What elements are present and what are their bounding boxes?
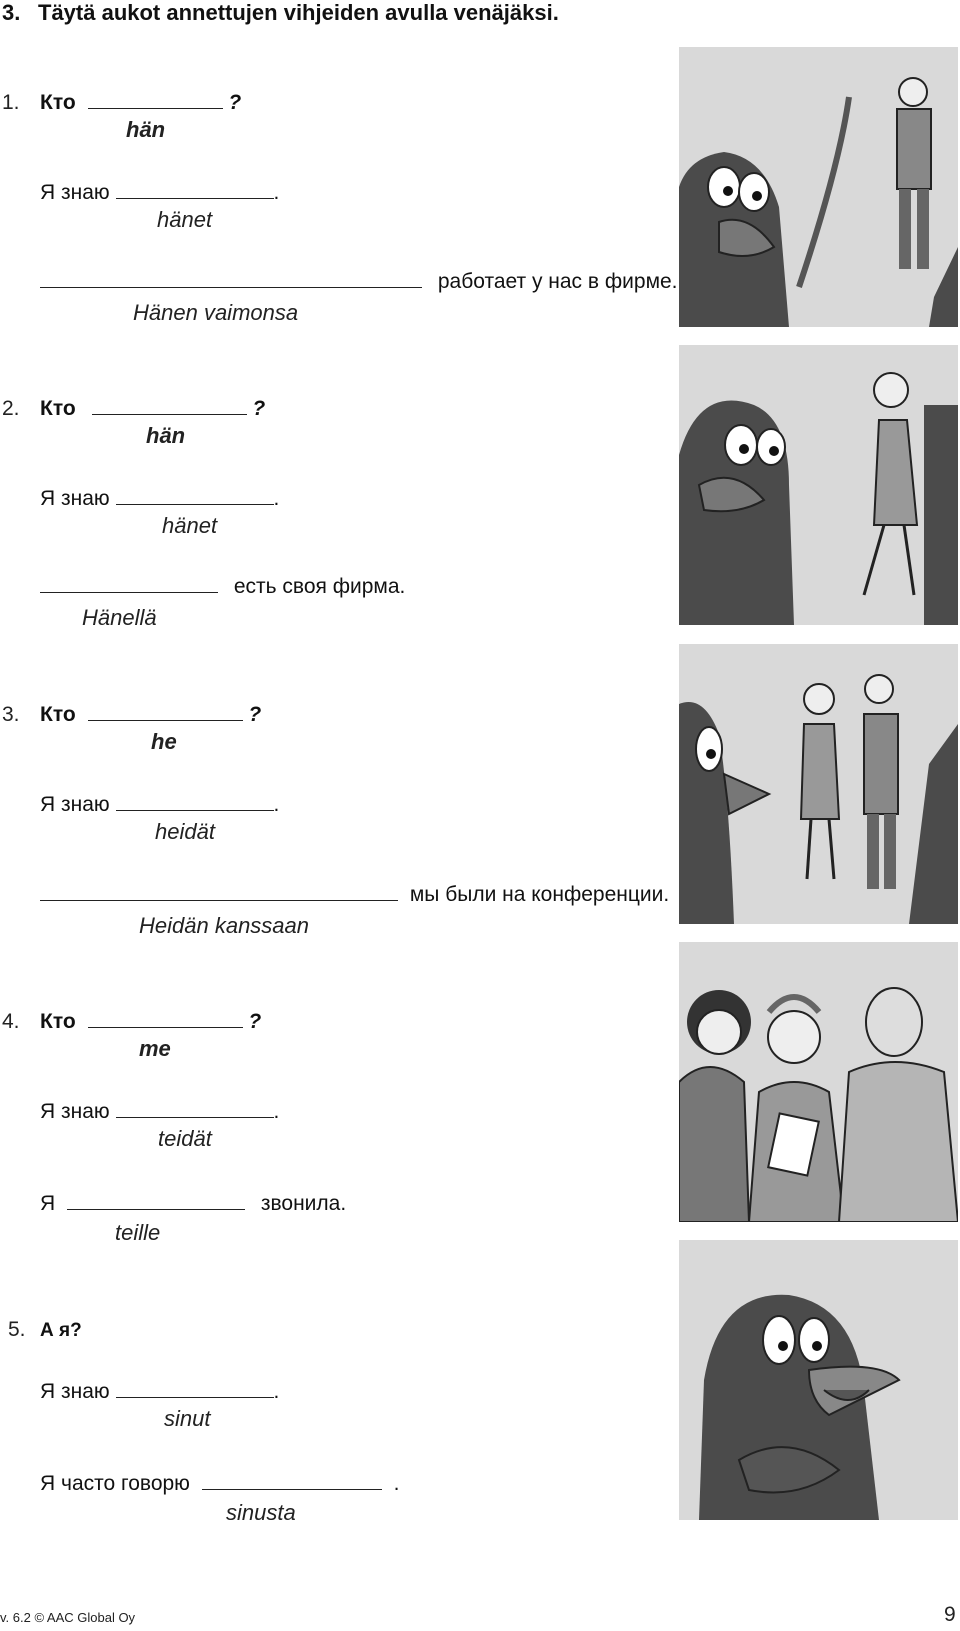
answer-blank[interactable] bbox=[116, 1381, 274, 1398]
third-line bbox=[40, 883, 669, 907]
question-mark: ? bbox=[252, 397, 266, 420]
question-line bbox=[40, 91, 241, 115]
third-line bbox=[40, 575, 405, 599]
answer-blank[interactable] bbox=[88, 92, 223, 109]
know-line bbox=[40, 1100, 279, 1124]
hint-text: me bbox=[139, 1036, 171, 1061]
answer-blank[interactable] bbox=[116, 1101, 274, 1118]
kto-word: Кто bbox=[40, 397, 76, 420]
answer-blank[interactable] bbox=[88, 704, 243, 721]
sentence-prefix: Я часто говорю bbox=[40, 1472, 190, 1495]
hint-text: hän bbox=[146, 423, 186, 448]
hint-text: hänet bbox=[157, 207, 213, 232]
ya-znayu-text: Я знаю bbox=[40, 1380, 110, 1403]
hint-text: teille bbox=[115, 1220, 161, 1245]
ya-znayu-text: Я знаю bbox=[40, 487, 110, 510]
item-number: 1. bbox=[2, 91, 20, 114]
item-number: 2. bbox=[2, 397, 20, 420]
answer-blank[interactable] bbox=[40, 576, 218, 593]
hint-text: heidät bbox=[155, 819, 215, 844]
page-number: 9 bbox=[944, 1603, 956, 1626]
footer-version: v. 6.2 © AAC Global Oy bbox=[0, 1610, 136, 1625]
question-mark: ? bbox=[248, 703, 262, 726]
third-line bbox=[40, 1192, 346, 1216]
exercise-instruction: Täytä aukot annettujen vihjeiden avulla venäjäksi. bbox=[38, 0, 559, 25]
sentence-text: работает у нас в фирме. bbox=[437, 270, 678, 293]
answer-blank[interactable] bbox=[116, 488, 274, 505]
ya-znayu-text: Я знаю bbox=[40, 181, 110, 204]
answer-blank[interactable] bbox=[67, 1193, 245, 1210]
third-line bbox=[40, 1472, 399, 1496]
answer-blank[interactable] bbox=[202, 1473, 382, 1490]
item-number: 3. bbox=[2, 703, 20, 726]
item-number: 4. bbox=[2, 1010, 20, 1033]
penguin-pointing-at-man-icon bbox=[679, 47, 958, 327]
sentence-text: мы были на конференции. bbox=[409, 883, 670, 906]
answer-blank[interactable] bbox=[92, 398, 247, 415]
hint-text: Hänen vaimonsa bbox=[133, 300, 299, 325]
penguin-looking-at-woman-icon bbox=[679, 345, 958, 625]
ya-znayu-text: Я знаю bbox=[40, 1100, 110, 1123]
sentence-text: звонила. bbox=[260, 1192, 347, 1215]
know-line bbox=[40, 487, 279, 511]
third-line bbox=[40, 270, 678, 294]
penguin-smiling-icon bbox=[679, 1240, 958, 1520]
hint-text: he bbox=[151, 729, 177, 754]
ya-znayu-text: Я знаю bbox=[40, 793, 110, 816]
item-number: 5. bbox=[8, 1318, 26, 1341]
period: . bbox=[273, 793, 280, 816]
period: . bbox=[393, 1472, 400, 1495]
answer-blank[interactable] bbox=[88, 1011, 243, 1028]
hint-text: Hänellä bbox=[82, 605, 157, 630]
sentence-text: есть своя фирма. bbox=[233, 575, 406, 598]
question-line bbox=[40, 703, 261, 727]
hint-text: sinut bbox=[164, 1406, 211, 1431]
question-mark: ? bbox=[228, 91, 242, 114]
period: . bbox=[273, 1100, 280, 1123]
question-mark: ? bbox=[248, 1010, 262, 1033]
question-text: А я? bbox=[40, 1320, 82, 1341]
answer-blank[interactable] bbox=[40, 884, 398, 901]
exercise-number: 3. bbox=[2, 0, 21, 25]
period: . bbox=[273, 1380, 280, 1403]
hint-text: hän bbox=[126, 117, 166, 142]
group-of-three-people-icon bbox=[679, 942, 958, 1222]
know-line bbox=[40, 181, 279, 205]
hint-text: hänet bbox=[162, 513, 218, 538]
penguin-looking-at-couple-icon bbox=[679, 644, 958, 924]
know-line bbox=[40, 793, 279, 817]
exercise-heading bbox=[2, 0, 559, 26]
question-line bbox=[40, 397, 265, 421]
answer-blank[interactable] bbox=[116, 182, 274, 199]
hint-text: Heidän kanssaan bbox=[139, 913, 310, 938]
hint-text: teidät bbox=[158, 1126, 212, 1151]
kto-word: Кто bbox=[40, 91, 76, 114]
know-line bbox=[40, 1380, 279, 1404]
sentence-prefix: Я bbox=[40, 1192, 56, 1215]
question-line bbox=[40, 1010, 261, 1034]
period: . bbox=[273, 487, 280, 510]
period: . bbox=[273, 181, 280, 204]
kto-word: Кто bbox=[40, 703, 76, 726]
answer-blank[interactable] bbox=[40, 271, 422, 288]
answer-blank[interactable] bbox=[116, 794, 274, 811]
hint-text: sinusta bbox=[226, 1500, 296, 1525]
kto-word: Кто bbox=[40, 1010, 76, 1033]
